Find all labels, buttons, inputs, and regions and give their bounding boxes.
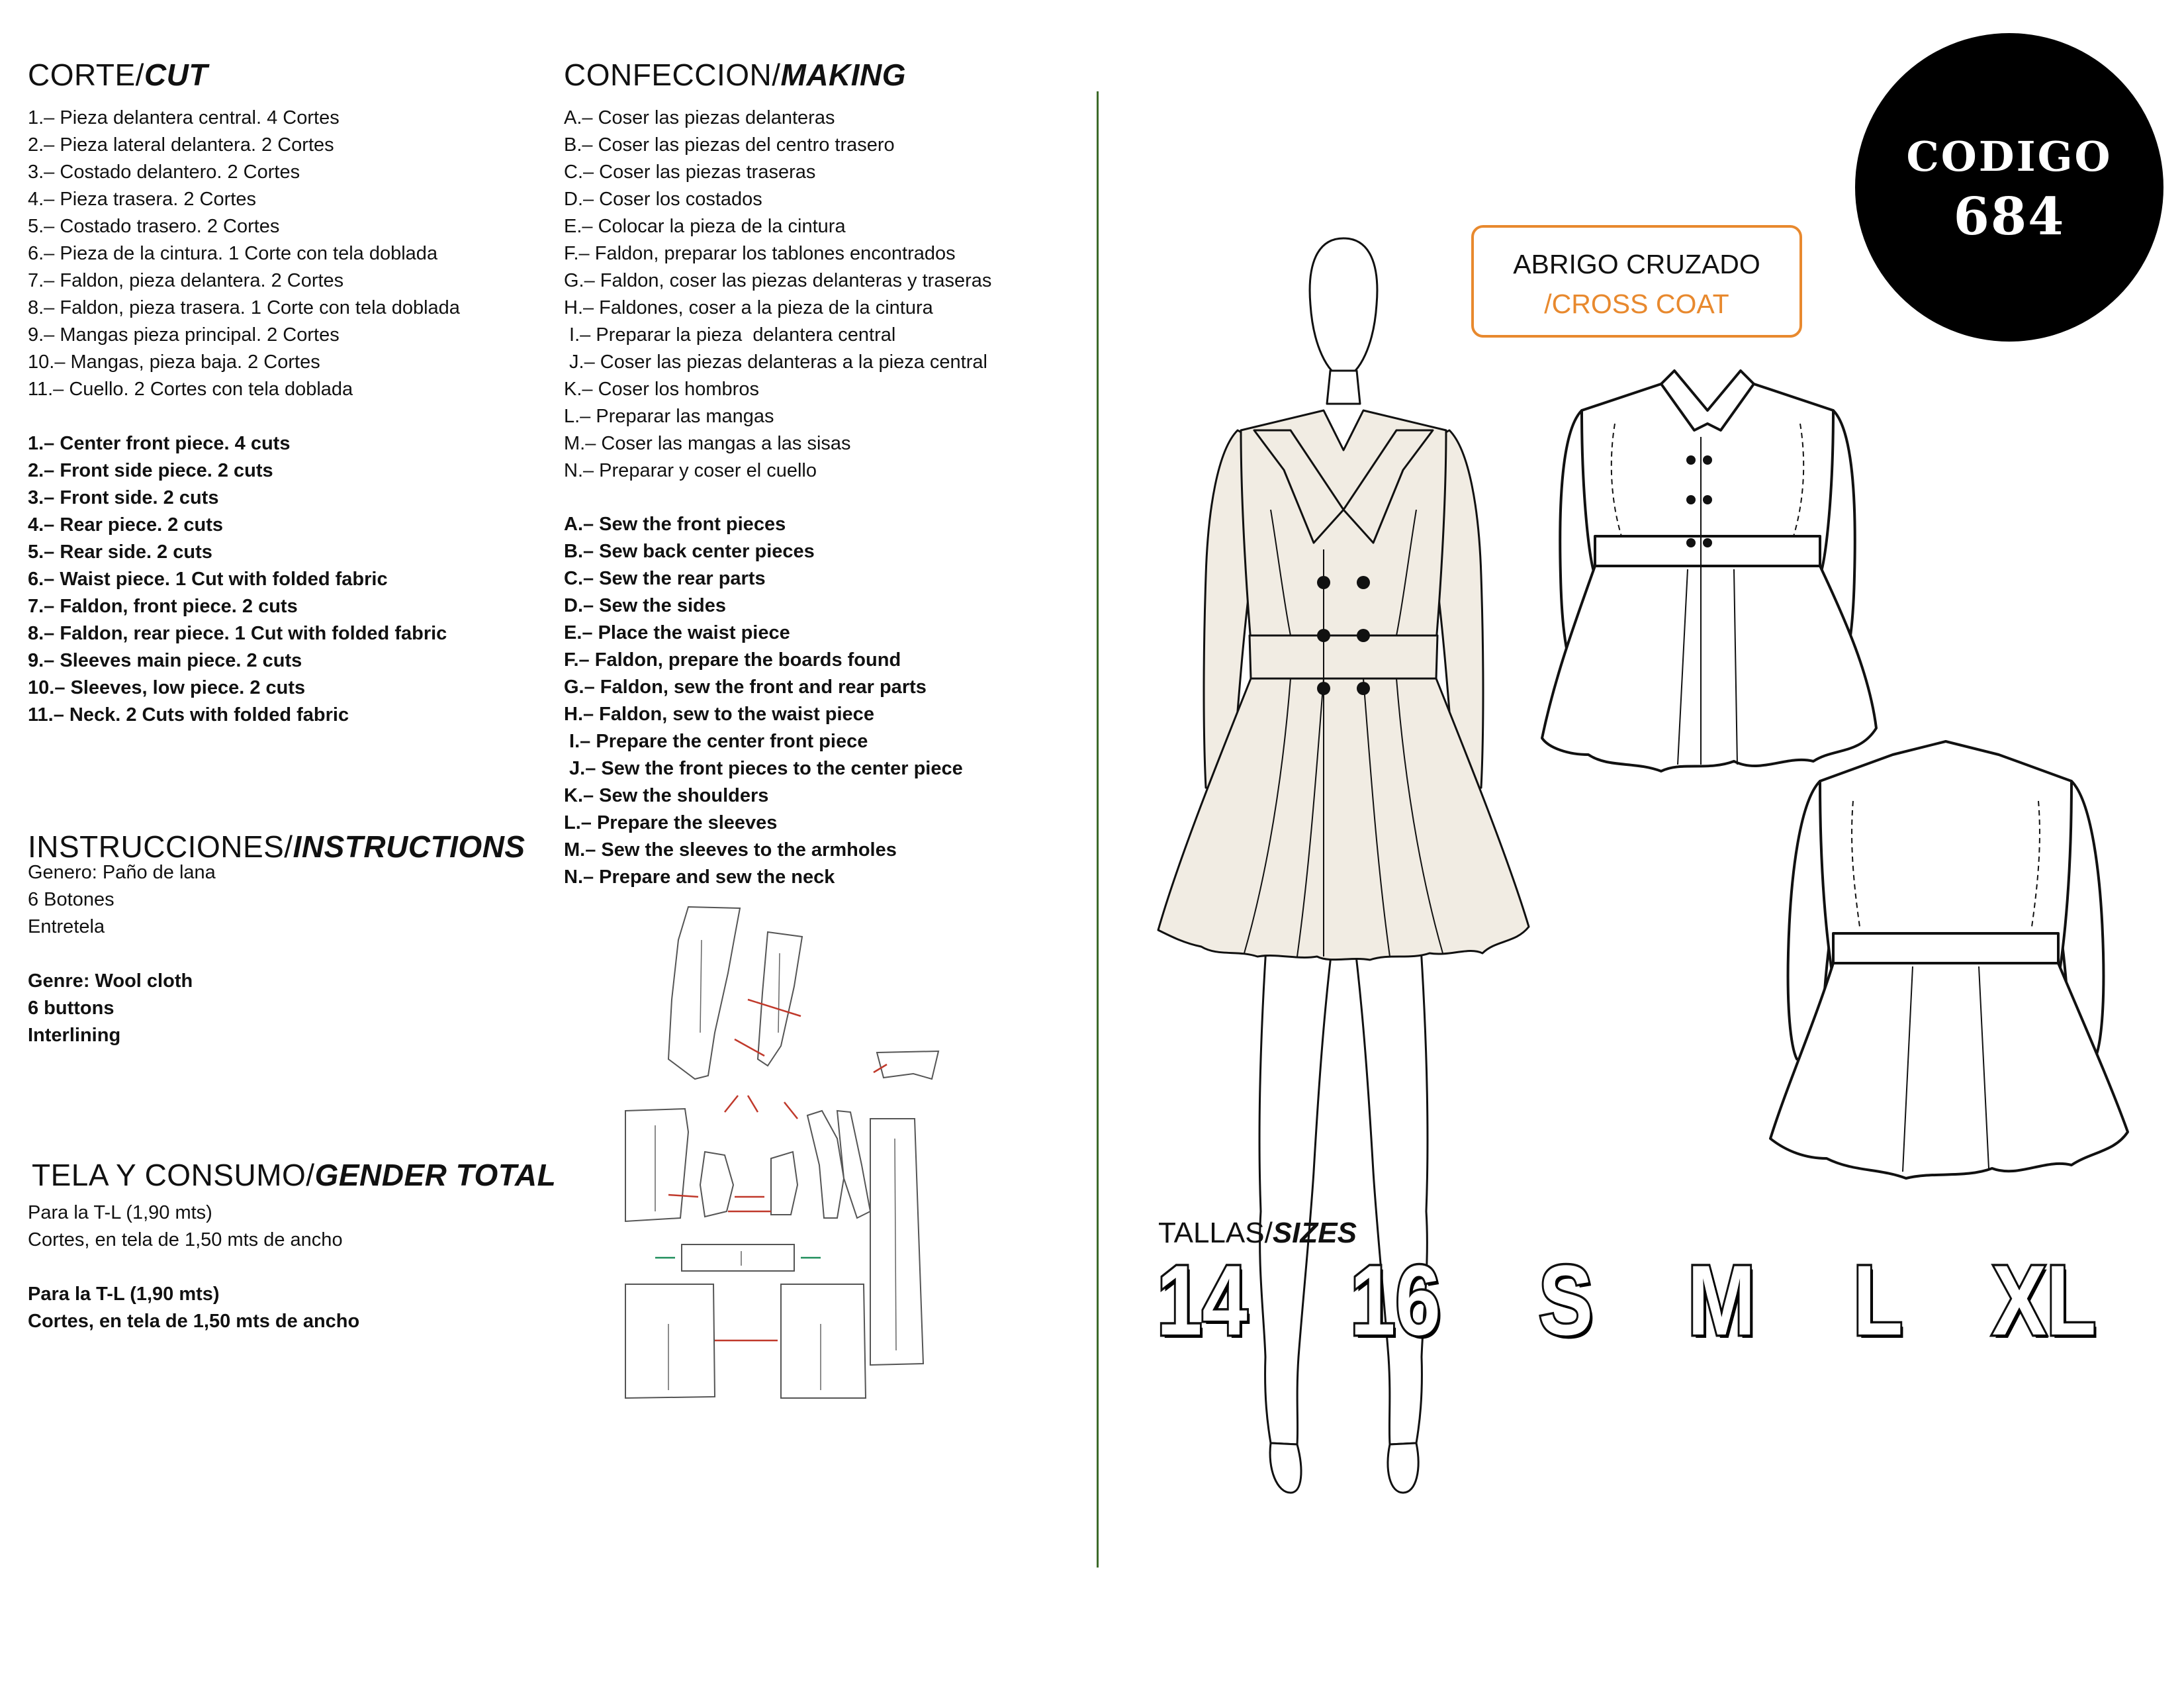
cut-list-es — [28, 105, 460, 403]
list-item: J.– Coser las piezas delanteras a la pieza central — [564, 352, 987, 373]
instructions-title: INSTRUCCIONES/INSTRUCTIONS — [28, 829, 525, 864]
list-item: Para la T-L (1,90 mts) — [28, 1284, 220, 1305]
list-item: Interlining — [28, 1025, 121, 1046]
list-item: 9.– Sleeves main piece. 2 cuts — [28, 650, 302, 671]
list-item: 9.– Mangas pieza principal. 2 Cortes — [28, 324, 340, 346]
list-item: 6.– Waist piece. 1 Cut with folded fabric — [28, 569, 388, 590]
cut-title: CORTE/CUT — [28, 58, 208, 92]
list-item: F.– Faldon, prepare the boards found — [564, 649, 901, 671]
list-item: N.– Preparar y coser el cuello — [564, 460, 817, 481]
list-item: M.– Coser las mangas a las sisas — [564, 433, 851, 454]
size-16: 16 — [1350, 1244, 1441, 1356]
list-item: D.– Coser los costados — [564, 189, 762, 210]
list-item: 3.– Costado delantero. 2 Cortes — [28, 162, 300, 183]
size-m: M — [1688, 1244, 1756, 1356]
codigo-label: CODIGO — [1906, 132, 2113, 181]
list-item: 7.– Faldon, front piece. 2 cuts — [28, 596, 298, 617]
list-item: Para la T-L (1,90 mts) — [28, 1202, 212, 1223]
list-item: 6 Botones — [28, 889, 114, 910]
size-s: S — [1539, 1244, 1594, 1356]
list-item: 10.– Sleeves, low piece. 2 cuts — [28, 677, 306, 698]
fabric-list-en — [28, 1281, 359, 1335]
list-item: L.– Preparar las mangas — [564, 406, 774, 427]
garment-name-es: ABRIGO CRUZADO — [1513, 249, 1760, 279]
list-item: 11.– Cuello. 2 Cortes con tela doblada — [28, 379, 353, 400]
list-item: D.– Sew the sides — [564, 595, 726, 616]
garment-name-en: /CROSS COAT — [1544, 289, 1729, 319]
list-item: A.– Sew the front pieces — [564, 514, 786, 535]
list-item: 4.– Rear piece. 2 cuts — [28, 514, 223, 536]
making-list-es — [564, 105, 991, 485]
list-item: 8.– Faldon, rear piece. 1 Cut with folded fabric — [28, 623, 447, 644]
list-item: 11.– Neck. 2 Cuts with folded fabric — [28, 704, 349, 726]
list-item: 1.– Pieza delantera central. 4 Cortes — [28, 107, 340, 128]
list-item: K.– Coser los hombros — [564, 379, 759, 400]
coat-back-flat-sketch — [1760, 728, 2138, 1225]
list-item: A.– Coser las piezas delanteras — [564, 107, 835, 128]
list-item: 4.– Pieza trasera. 2 Cortes — [28, 189, 256, 210]
list-item: 2.– Front side piece. 2 cuts — [28, 460, 273, 481]
instructions-list-en — [28, 968, 193, 1049]
list-item: N.– Prepare and sew the neck — [564, 867, 835, 888]
list-item: F.– Faldon, preparar los tablones encontrados — [564, 243, 956, 264]
list-item: Entretela — [28, 916, 105, 937]
list-item: Cortes, en tela de 1,50 mts de ancho — [28, 1229, 343, 1250]
list-item: C.– Coser las piezas traseras — [564, 162, 816, 183]
list-item: 2.– Pieza lateral delantera. 2 Cortes — [28, 134, 334, 156]
list-item: 5.– Costado trasero. 2 Cortes — [28, 216, 280, 237]
list-item: K.– Sew the shoulders — [564, 785, 769, 806]
list-item: Genre: Wool cloth — [28, 970, 193, 992]
list-item: E.– Colocar la pieza de la cintura — [564, 216, 846, 237]
list-item: G.– Faldon, coser las piezas delanteras y traseras — [564, 270, 992, 291]
list-item: 7.– Faldon, pieza delantera. 2 Cortes — [28, 270, 344, 291]
sizes-label: TALLAS/SIZES — [1158, 1217, 1357, 1249]
codigo-number: 684 — [1953, 187, 2066, 247]
list-item: Cortes, en tela de 1,50 mts de ancho — [28, 1311, 360, 1332]
list-item: I.– Prepare the center front piece — [564, 731, 868, 752]
cut-list-en — [28, 430, 447, 729]
list-item: 6.– Pieza de la cintura. 1 Corte con tela doblada — [28, 243, 438, 264]
list-item: 6 buttons — [28, 998, 114, 1019]
fabric-title: TELA Y CONSUMO/GENDER TOTAL — [32, 1158, 557, 1192]
size-l: L — [1853, 1244, 1903, 1356]
list-item: 5.– Rear side. 2 cuts — [28, 541, 212, 563]
size-14: 14 — [1157, 1244, 1248, 1356]
instructions-list-es — [28, 859, 216, 941]
list-item: 10.– Mangas, pieza baja. 2 Cortes — [28, 352, 320, 373]
list-item: 8.– Faldon, pieza trasera. 1 Corte con tela doblada — [28, 297, 460, 318]
list-item: I.– Preparar la pieza delantera central — [564, 324, 896, 346]
list-item: H.– Faldon, sew to the waist piece — [564, 704, 874, 725]
list-item: C.– Sew the rear parts — [564, 568, 766, 589]
making-title: CONFECCION/MAKING — [564, 58, 907, 92]
list-item: L.– Prepare the sleeves — [564, 812, 778, 833]
list-item: E.– Place the waist piece — [564, 622, 790, 643]
list-item: H.– Faldones, coser a la pieza de la cintura — [564, 297, 933, 318]
list-item: B.– Sew back center pieces — [564, 541, 815, 562]
size-xl: XL — [1992, 1244, 2097, 1356]
fabric-list-es — [28, 1199, 343, 1254]
list-item: Genero: Paño de lana — [28, 862, 216, 883]
list-item: J.– Sew the front pieces to the center piece — [564, 758, 963, 779]
making-list-en — [564, 511, 963, 891]
list-item: G.– Faldon, sew the front and rear parts — [564, 677, 927, 698]
column-divider — [1097, 91, 1099, 1568]
list-item: 3.– Front side. 2 cuts — [28, 487, 219, 508]
list-item: B.– Coser las piezas del centro trasero — [564, 134, 895, 156]
list-item: 1.– Center front piece. 4 cuts — [28, 433, 291, 454]
list-item: M.– Sew the sleeves to the armholes — [564, 839, 897, 861]
pattern-layout-diagram — [615, 900, 946, 1403]
